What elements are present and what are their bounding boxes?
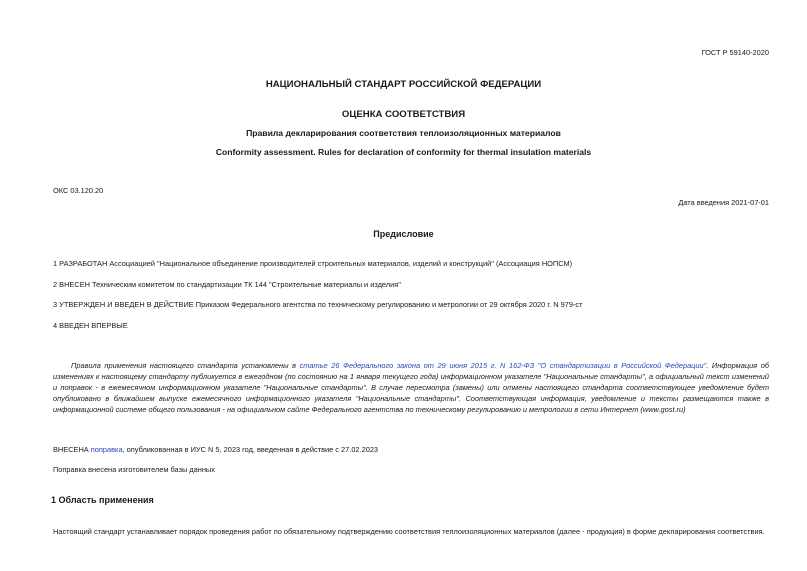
oks-code: ОКС 03.120.20 (53, 186, 104, 195)
preamble-text-2: . Информация об изменениях к настоящему стандарту публикуется в ежегодном (по состоянию на 1 января текущего года) информационном указателе "Национальные стандарты", а официальный текст изменений и поправок - в ежемесячном информационном указателе "Национальные стандарты". В случае пересмотра (замены) или отмены настоящего стандарта соответствующее уведомление будет опубликовано в ближайшем выпуске ежемесячного информационного указателя "Национальные стандарты". Соответствующая информация, уведомление и тексты размещаются также в информационной системе общего пользования - на официальном сайте Федерального агентства по техническому регулированию и метрологии в сети Интернет (www.gost.ru) (53, 361, 769, 414)
intro-date: Дата введения 2021-07-01 (678, 198, 769, 207)
section-1-heading: 1 Область применения (51, 495, 154, 505)
standard-type-title: НАЦИОНАЛЬНЫЙ СТАНДАРТ РОССИЙСКОЙ ФЕДЕРАЦИИ (265, 79, 542, 90)
preamble-paragraph (53, 360, 769, 415)
amendment-note: Поправка внесена изготовителем базы данных (53, 465, 215, 474)
foreword-item-2: 2 ВНЕСЕН Техническим комитетом по стандартизации ТК 144 "Строительные материалы и изделия" (53, 280, 401, 289)
document-code: ГОСТ Р 59140-2020 (701, 48, 769, 57)
document-subtitle-ru: Правила декларирования соответствия теплоизоляционных материалов (246, 128, 561, 138)
document-subtitle-en: Conformity assessment. Rules for declaration of conformity for thermal insulation materials (215, 147, 592, 157)
preamble-text-1: Правила применения настоящего стандарта установлены в (71, 361, 300, 370)
foreword-heading: Предисловие (373, 229, 434, 239)
amendment-prefix: ВНЕСЕНА (53, 445, 91, 454)
federal-law-link[interactable]: статье 26 Федерального закона от 29 июня 2015 г. N 162-ФЗ "О стандартизации в Российской Федерации" (299, 361, 707, 370)
foreword-item-1: 1 РАЗРАБОТАН Ассоциацией "Национальное объединение производителей строительных материалов, изделий и конструкций" (Ассоциация НОПСМ) (53, 259, 573, 268)
document-main-title: ОЦЕНКА СООТВЕТСТВИЯ (341, 109, 466, 120)
amendment-suffix: , опубликованная в ИУС N 5, 2023 год, введенная в действие с 27.02.2023 (122, 445, 379, 454)
foreword-item-4: 4 ВВЕДЕН ВПЕРВЫЕ (53, 321, 128, 330)
foreword-item-3: 3 УТВЕРЖДЕН И ВВЕДЕН В ДЕЙСТВИЕ Приказом Федерального агентства по техническому регулированию и метрологии от 29 октября 2020 г. N 979-ст (53, 300, 583, 309)
amendment-link[interactable]: поправка (90, 445, 123, 454)
section-1-text: Настоящий стандарт устанавливает порядок проведения работ по обязательному подтверждению соответствия теплоизоляционных материалов (далее - продукция) в форме декларирования соответствия. (53, 527, 765, 536)
amendment-line (53, 445, 378, 454)
